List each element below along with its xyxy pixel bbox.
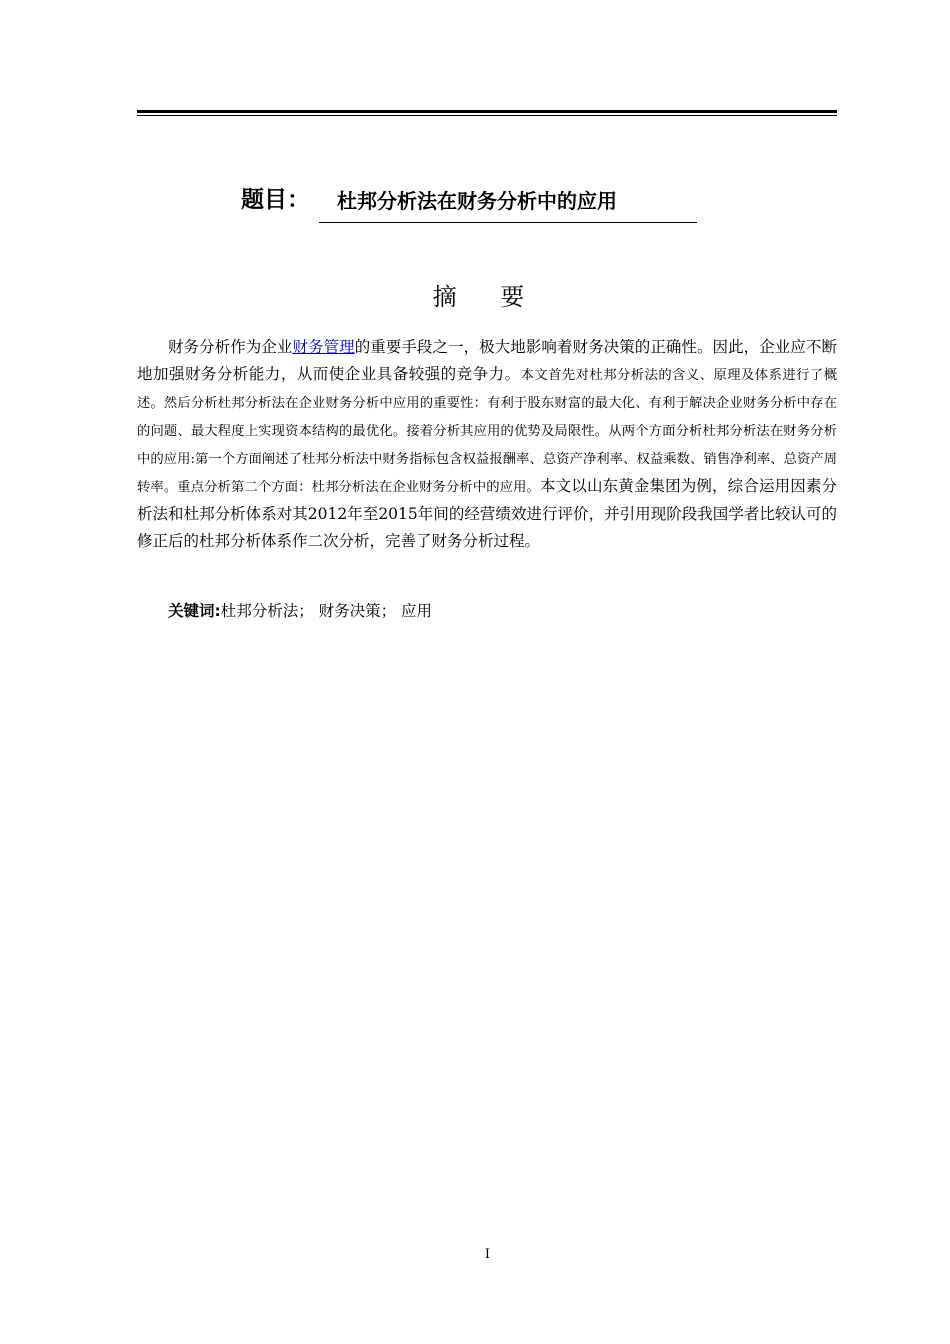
abstract-text-start: 财务分析作为企业 (168, 338, 293, 356)
page-number: I (484, 1247, 491, 1262)
header-rule-thick (137, 110, 837, 113)
keywords-items: 杜邦分析法； 财务决策； 应用 (220, 602, 433, 620)
thesis-title: 杜邦分析法在财务分析中的应用 (337, 189, 617, 213)
keywords-line (137, 598, 837, 624)
finance-management-link[interactable]: 财务管理 (292, 338, 355, 356)
title-row (137, 184, 837, 220)
header-rule-thin (137, 115, 837, 116)
title-label: 题目： (241, 187, 310, 213)
keywords-label: 关键词: (168, 602, 221, 620)
abstract-text-mid: 的重要手段之一，极大地影响着财务决策的正确性。因此，企业应不断地加强财务分析能力，从而使企业具备较强的竞争力。 (137, 338, 837, 383)
abstract-text-small: 本文首先对杜邦分析法的含义、原理及体系进行了概述。然后分析杜邦分析法在企业财务分析中应用的重要性：有利于股东财富的最大化、有利于解决企业财务分析中存在的问题、最大程度上实现资本结构的最优化。接着分析其应用的优势及局限性。从两个方面分析杜邦分析法在财务分析中的应用:第一个方面阐述了杜邦分析法中财务指标包含权益报酬率、总资产净利率、权益乘数、销售净利率、总资产周转率。重点分析第二个方面：杜邦分析法在企业财务分析中的应用。 (137, 368, 837, 495)
abstract-paragraph (137, 334, 837, 555)
abstract-heading: 摘 要 (432, 283, 543, 311)
title-underline (319, 222, 697, 223)
abstract-text-end: 本文以山东黄金集团为例，综合运用因素分析法和杜邦分析体系对其2012年至2015年间的经营绩效进行评价，并引用现阶段我国学者比较认可的修正后的杜邦分析体系作二次分析，完善了财务分析过程。 (137, 477, 837, 550)
